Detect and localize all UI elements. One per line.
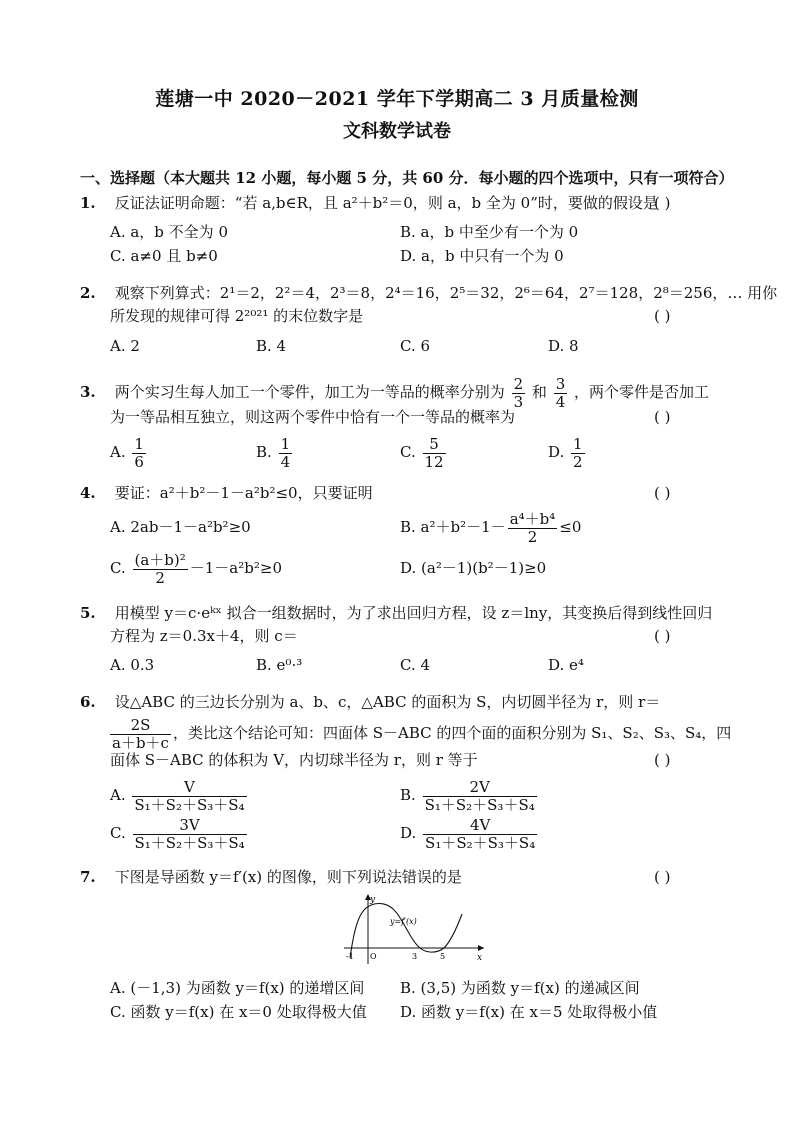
y-axis-label: y bbox=[370, 895, 376, 905]
answer-paren: ( ) bbox=[654, 307, 671, 325]
question-number: 1. bbox=[80, 194, 96, 212]
derivative-graph bbox=[340, 890, 490, 968]
option-d: D. $\frac{1}{2}$ bbox=[548, 434, 583, 471]
question-number: 7. bbox=[80, 868, 96, 886]
question-number: 2. bbox=[80, 284, 96, 302]
answer-paren: ( ) bbox=[654, 868, 671, 886]
question-stem-line2: 为一等品相互独立，则这两个零件中恰有一个一等品的概率为 bbox=[110, 408, 516, 426]
answer-paren: ( ) bbox=[654, 194, 671, 212]
question-2 bbox=[80, 283, 777, 303]
option-b: B. e⁰·³ bbox=[256, 656, 303, 674]
question-number: 6. bbox=[80, 693, 96, 711]
tick-label: -1 bbox=[346, 952, 354, 961]
option-b: B. a，b 中至少有一个为 0 bbox=[400, 223, 579, 241]
question-number: 5. bbox=[80, 604, 96, 622]
option-c: C. 6 bbox=[400, 337, 431, 355]
option-b: B. $\frac{1}{4}$ bbox=[256, 434, 291, 471]
x-axis-arrow bbox=[478, 945, 484, 951]
question-stem-line2: $\frac{2S}{a+b+c}$ ，类比这个结论可知：四面体 S－ABC 的四个面的面积分别为 S₁、S₂、S₃、S₄，四 bbox=[112, 715, 732, 752]
question-stem-line3: 面体 S－ABC 的体积为 V，内切球半径为 r，则 r 等于 bbox=[110, 751, 478, 769]
answer-paren: ( ) bbox=[654, 408, 671, 426]
option-d: D. a，b 中只有一个为 0 bbox=[400, 247, 564, 265]
option-d: D. $\frac{4V}{\text{S₁＋S₂＋S₃＋S₄}}$ bbox=[400, 815, 536, 852]
question-stem-a: 两个实习生每人加工一个零件，加工为一等品的概率分别为 bbox=[114, 383, 505, 401]
origin-label: O bbox=[370, 952, 377, 961]
option-d: D. 8 bbox=[548, 337, 579, 355]
question-stem: 要证：a²＋b²－1－a²b²≤0，只要证明 bbox=[114, 484, 373, 502]
option-b: B. $\frac{2V}{\text{S₁＋S₂＋S₃＋S₄}}$ bbox=[400, 777, 535, 814]
answer-paren: ( ) bbox=[654, 627, 671, 645]
exam-title: 莲塘一中 2020－2021 学年下学期高二 3 月质量检测 bbox=[155, 88, 639, 110]
answer-paren: ( ) bbox=[654, 484, 671, 502]
question-6 bbox=[80, 692, 660, 712]
curve-label: y=f′(x) bbox=[390, 917, 417, 926]
question-7 bbox=[80, 867, 462, 887]
option-c: C. a≠0 且 b≠0 bbox=[110, 247, 218, 265]
option-c: C. $\frac{3V}{\text{S₁＋S₂＋S₃＋S₄}}$ bbox=[110, 815, 245, 852]
fraction: $\frac{2}{3}$ bbox=[513, 374, 524, 411]
option-a: A. 2ab－1－a²b²≥0 bbox=[110, 518, 251, 536]
question-1 bbox=[80, 193, 658, 213]
answer-paren: ( ) bbox=[654, 751, 671, 769]
x-axis-label: x bbox=[477, 953, 483, 963]
question-stem: 下图是导函数 y＝f′(x) 的图像，则下列说法错误的是 bbox=[114, 868, 462, 886]
option-a: A. (－1,3) 为函数 y＝f(x) 的递增区间 bbox=[110, 979, 365, 997]
tick-label: 3 bbox=[412, 952, 418, 961]
option-a: A. a，b 不全为 0 bbox=[110, 223, 228, 241]
option-a: A. 0.3 bbox=[110, 656, 155, 674]
question-stem-line1: 设△ABC 的三边长分别为 a、b、c，△ABC 的面积为 S，内切圆半径为 r，则 r＝ bbox=[114, 693, 661, 711]
option-b: B. (3,5) 为函数 y＝f(x) 的递减区间 bbox=[400, 979, 640, 997]
option-a: A. 2 bbox=[110, 337, 140, 355]
option-b: B. 4 bbox=[256, 337, 287, 355]
question-number: 4. bbox=[80, 484, 96, 502]
question-stem: 反证法证明命题：“若 a,b∈R，且 a²＋b²＝0，则 a，b 全为 0”时，要做的假设是 bbox=[114, 194, 658, 212]
fraction: $\frac{3}{4}$ bbox=[555, 374, 566, 411]
section-heading: 一、选择题（本大题共 12 小题，每小题 5 分，共 60 分．每小题的四个选项中，只有一项符合） bbox=[80, 169, 734, 187]
exam-subtitle: 文科数学试卷 bbox=[343, 121, 451, 142]
question-stem-line2: 所发现的规律可得 2²⁰²¹ 的末位数字是 bbox=[110, 307, 364, 325]
option-b: B. a²＋b²－1－ $\frac{\text{a⁴＋b⁴}}{2}$ ≤0 bbox=[400, 509, 582, 546]
option-d: D. e⁴ bbox=[548, 656, 584, 674]
question-number: 3. bbox=[80, 383, 96, 401]
option-d: D. 函数 y＝f(x) 在 x＝5 处取得极小值 bbox=[400, 1003, 658, 1021]
option-a: A. $\frac{1}{6}$ bbox=[110, 434, 144, 471]
question-stem-line2: 方程为 z＝0.3x＋4，则 c＝ bbox=[110, 627, 298, 645]
question-stem-line1: 用模型 y＝c·eᵏˣ 拟合一组数据时，为了求出回归方程，设 z＝lny，其变换后得到线性回归 bbox=[114, 604, 713, 622]
tick-label: 5 bbox=[440, 952, 446, 961]
question-3 bbox=[80, 373, 709, 411]
option-c: C. 4 bbox=[400, 656, 431, 674]
option-a: A. $\frac{V}{\text{S₁＋S₂＋S₃＋S₄}}$ bbox=[110, 777, 245, 814]
option-c: C. $\frac{\text{(a＋b)²}}{2}$ －1－a²b²≥0 bbox=[110, 550, 282, 587]
question-5 bbox=[80, 603, 712, 623]
option-c: C. 函数 y＝f(x) 在 x＝0 处取得极大值 bbox=[110, 1003, 367, 1021]
derivative-curve bbox=[350, 904, 462, 959]
option-c: C. $\frac{5}{12}$ bbox=[400, 434, 444, 471]
question-stem-line1: 观察下列算式：2¹＝2，2²＝4，2³＝8，2⁴＝16，2⁵＝32，2⁶＝64，2⁷＝128，2⁸＝256，… 用你 bbox=[114, 284, 778, 302]
question-stem-b: 和 bbox=[531, 383, 547, 401]
question-stem-c: ，两个零件是否加工 bbox=[574, 383, 710, 401]
question-4 bbox=[80, 483, 373, 503]
fraction: $\frac{2S}{a+b+c}$ bbox=[112, 715, 169, 752]
option-d: D. (a²－1)(b²－1)≥0 bbox=[400, 559, 547, 577]
